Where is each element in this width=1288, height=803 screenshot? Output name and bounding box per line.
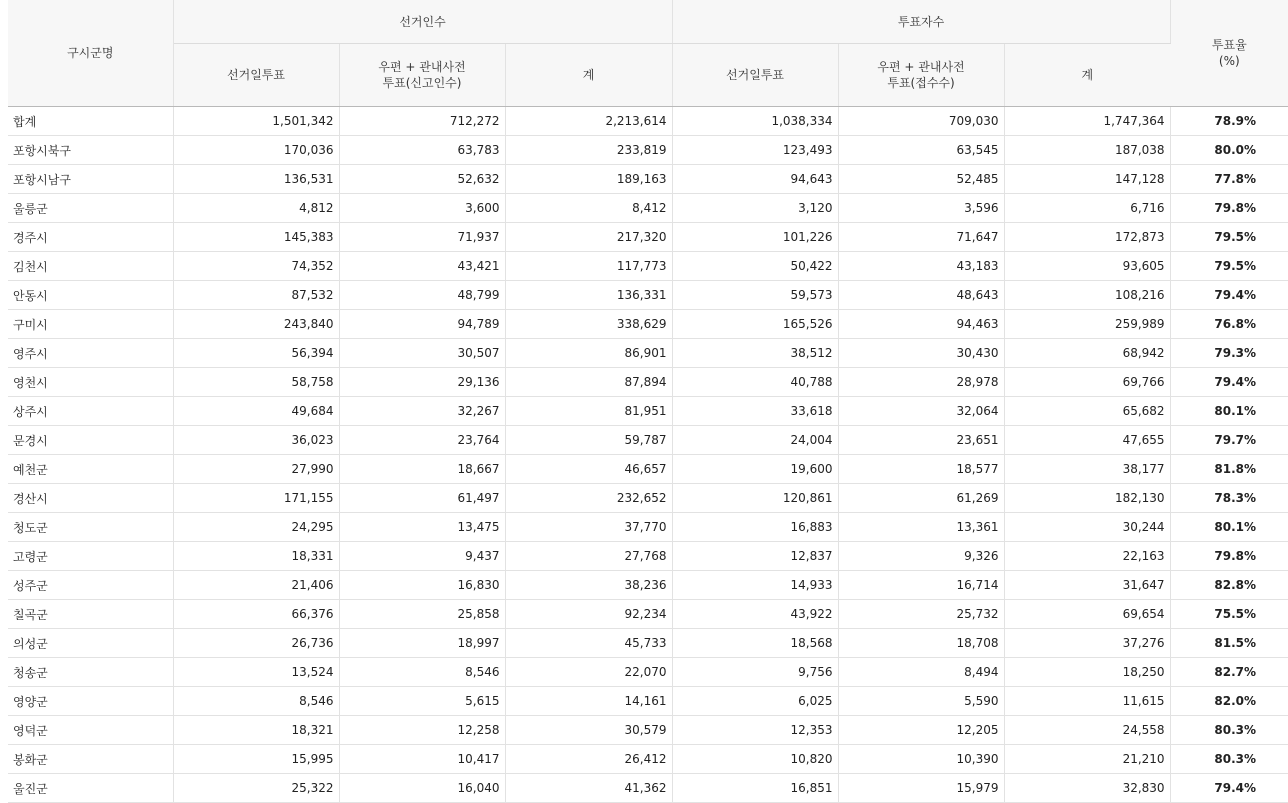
voters-total-cell: 21,210 bbox=[1004, 745, 1170, 774]
table-row bbox=[8, 397, 1288, 426]
voters-total-cell: 182,130 bbox=[1004, 484, 1170, 513]
electors-total-cell: 233,819 bbox=[505, 136, 672, 165]
district-cell: 영덕군 bbox=[8, 716, 173, 745]
turnout-rate-cell: 79.3% bbox=[1170, 339, 1288, 368]
voters-total-cell: 69,654 bbox=[1004, 600, 1170, 629]
turnout-rate-cell: 81.8% bbox=[1170, 455, 1288, 484]
table-row bbox=[8, 513, 1288, 542]
turnout-rate-cell: 80.3% bbox=[1170, 716, 1288, 745]
voters-early-cell: 52,485 bbox=[838, 165, 1004, 194]
voters-total-cell: 68,942 bbox=[1004, 339, 1170, 368]
turnout-rate-cell: 79.5% bbox=[1170, 252, 1288, 281]
header-district: 구시군명 bbox=[8, 0, 173, 107]
voters-election-day-cell: 1,038,334 bbox=[672, 107, 838, 136]
electors-early-cell: 23,764 bbox=[339, 426, 505, 455]
turnout-rate-cell: 79.5% bbox=[1170, 223, 1288, 252]
voters-early-cell: 30,430 bbox=[838, 339, 1004, 368]
voters-early-cell: 18,577 bbox=[838, 455, 1004, 484]
turnout-rate-cell: 80.0% bbox=[1170, 136, 1288, 165]
header-line: 우편 + 관내사전 bbox=[378, 60, 466, 74]
voters-total-cell: 24,558 bbox=[1004, 716, 1170, 745]
voters-total-cell: 93,605 bbox=[1004, 252, 1170, 281]
district-cell: 울진군 bbox=[8, 774, 173, 803]
table-row bbox=[8, 687, 1288, 716]
district-cell: 영주시 bbox=[8, 339, 173, 368]
voters-early-cell: 10,390 bbox=[838, 745, 1004, 774]
electors-election-day-cell: 145,383 bbox=[173, 223, 339, 252]
electors-total-cell: 41,362 bbox=[505, 774, 672, 803]
table-row bbox=[8, 716, 1288, 745]
table-row bbox=[8, 107, 1288, 136]
electors-early-cell: 29,136 bbox=[339, 368, 505, 397]
electors-election-day-cell: 56,394 bbox=[173, 339, 339, 368]
turnout-rate-cell: 79.4% bbox=[1170, 281, 1288, 310]
voters-total-cell: 1,747,364 bbox=[1004, 107, 1170, 136]
voters-election-day-cell: 33,618 bbox=[672, 397, 838, 426]
electors-total-cell: 86,901 bbox=[505, 339, 672, 368]
voters-election-day-cell: 12,837 bbox=[672, 542, 838, 571]
electors-election-day-cell: 25,322 bbox=[173, 774, 339, 803]
voters-early-cell: 28,978 bbox=[838, 368, 1004, 397]
voters-early-cell: 23,651 bbox=[838, 426, 1004, 455]
voters-election-day-cell: 165,526 bbox=[672, 310, 838, 339]
electors-early-cell: 43,421 bbox=[339, 252, 505, 281]
turnout-rate-cell: 75.5% bbox=[1170, 600, 1288, 629]
electors-early-cell: 3,600 bbox=[339, 194, 505, 223]
electors-early-cell: 94,789 bbox=[339, 310, 505, 339]
electors-election-day-cell: 87,532 bbox=[173, 281, 339, 310]
turnout-rate-cell: 79.8% bbox=[1170, 542, 1288, 571]
voters-early-cell: 48,643 bbox=[838, 281, 1004, 310]
electors-total-cell: 117,773 bbox=[505, 252, 672, 281]
voters-election-day-cell: 12,353 bbox=[672, 716, 838, 745]
electors-early-cell: 13,475 bbox=[339, 513, 505, 542]
electors-election-day-cell: 15,995 bbox=[173, 745, 339, 774]
district-cell: 울릉군 bbox=[8, 194, 173, 223]
voters-early-cell: 5,590 bbox=[838, 687, 1004, 716]
voters-total-cell: 38,177 bbox=[1004, 455, 1170, 484]
electors-election-day-cell: 243,840 bbox=[173, 310, 339, 339]
district-cell: 청도군 bbox=[8, 513, 173, 542]
turnout-rate-cell: 77.8% bbox=[1170, 165, 1288, 194]
electors-early-cell: 32,267 bbox=[339, 397, 505, 426]
electors-total-cell: 30,579 bbox=[505, 716, 672, 745]
voters-early-cell: 3,596 bbox=[838, 194, 1004, 223]
district-cell: 성주군 bbox=[8, 571, 173, 600]
voters-early-cell: 43,183 bbox=[838, 252, 1004, 281]
electors-total-cell: 14,161 bbox=[505, 687, 672, 716]
table-body bbox=[8, 107, 1288, 803]
header-electors-total bbox=[505, 44, 672, 107]
voters-election-day-cell: 3,120 bbox=[672, 194, 838, 223]
electors-early-cell: 18,667 bbox=[339, 455, 505, 484]
voters-election-day-cell: 16,883 bbox=[672, 513, 838, 542]
electors-election-day-cell: 136,531 bbox=[173, 165, 339, 194]
district-cell: 합계 bbox=[8, 107, 173, 136]
voters-election-day-cell: 10,820 bbox=[672, 745, 838, 774]
voters-total-cell: 37,276 bbox=[1004, 629, 1170, 658]
district-cell: 경주시 bbox=[8, 223, 173, 252]
electors-election-day-cell: 36,023 bbox=[173, 426, 339, 455]
voters-early-cell: 9,326 bbox=[838, 542, 1004, 571]
table-row bbox=[8, 339, 1288, 368]
turnout-rate-cell: 81.5% bbox=[1170, 629, 1288, 658]
electors-early-cell: 10,417 bbox=[339, 745, 505, 774]
voters-total-cell: 31,647 bbox=[1004, 571, 1170, 600]
electors-election-day-cell: 24,295 bbox=[173, 513, 339, 542]
voters-early-cell: 71,647 bbox=[838, 223, 1004, 252]
voters-election-day-cell: 9,756 bbox=[672, 658, 838, 687]
electors-early-cell: 52,632 bbox=[339, 165, 505, 194]
header-voters-group: 투표자수 bbox=[672, 0, 1170, 44]
voters-early-cell: 12,205 bbox=[838, 716, 1004, 745]
district-cell: 상주시 bbox=[8, 397, 173, 426]
electors-early-cell: 18,997 bbox=[339, 629, 505, 658]
voters-early-cell: 63,545 bbox=[838, 136, 1004, 165]
voters-total-cell: 108,216 bbox=[1004, 281, 1170, 310]
district-cell: 영양군 bbox=[8, 687, 173, 716]
table-row bbox=[8, 774, 1288, 803]
electors-total-cell: 22,070 bbox=[505, 658, 672, 687]
electors-election-day-cell: 21,406 bbox=[173, 571, 339, 600]
voters-total-cell: 47,655 bbox=[1004, 426, 1170, 455]
voters-total-cell: 18,250 bbox=[1004, 658, 1170, 687]
table-row bbox=[8, 484, 1288, 513]
electors-election-day-cell: 66,376 bbox=[173, 600, 339, 629]
electors-total-cell: 232,652 bbox=[505, 484, 672, 513]
district-cell: 포항시남구 bbox=[8, 165, 173, 194]
electors-total-cell: 37,770 bbox=[505, 513, 672, 542]
district-cell: 구미시 bbox=[8, 310, 173, 339]
electors-election-day-cell: 18,321 bbox=[173, 716, 339, 745]
table-row bbox=[8, 310, 1288, 339]
electors-election-day-cell: 13,524 bbox=[173, 658, 339, 687]
electors-early-cell: 63,783 bbox=[339, 136, 505, 165]
header-voters-total bbox=[1004, 44, 1170, 107]
voters-total-cell: 69,766 bbox=[1004, 368, 1170, 397]
electors-election-day-cell: 4,812 bbox=[173, 194, 339, 223]
header-line: 계 bbox=[582, 68, 595, 82]
voters-total-cell: 172,873 bbox=[1004, 223, 1170, 252]
electors-election-day-cell: 49,684 bbox=[173, 397, 339, 426]
voters-total-cell: 6,716 bbox=[1004, 194, 1170, 223]
electors-early-cell: 30,507 bbox=[339, 339, 505, 368]
district-cell: 안동시 bbox=[8, 281, 173, 310]
voters-election-day-cell: 24,004 bbox=[672, 426, 838, 455]
table-row bbox=[8, 223, 1288, 252]
electors-early-cell: 25,858 bbox=[339, 600, 505, 629]
electors-election-day-cell: 18,331 bbox=[173, 542, 339, 571]
header-electors-group: 선거인수 bbox=[173, 0, 672, 44]
header-line: 우편 + 관내사전 bbox=[877, 60, 965, 74]
voters-election-day-cell: 94,643 bbox=[672, 165, 838, 194]
electors-total-cell: 87,894 bbox=[505, 368, 672, 397]
electors-early-cell: 5,615 bbox=[339, 687, 505, 716]
turnout-table-container bbox=[8, 0, 1288, 803]
header-voters-election-day bbox=[672, 44, 838, 107]
voters-total-cell: 30,244 bbox=[1004, 513, 1170, 542]
electors-total-cell: 26,412 bbox=[505, 745, 672, 774]
table-row bbox=[8, 136, 1288, 165]
electors-early-cell: 61,497 bbox=[339, 484, 505, 513]
table-row bbox=[8, 281, 1288, 310]
electors-election-day-cell: 27,990 bbox=[173, 455, 339, 484]
voters-early-cell: 61,269 bbox=[838, 484, 1004, 513]
voters-election-day-cell: 18,568 bbox=[672, 629, 838, 658]
voters-election-day-cell: 16,851 bbox=[672, 774, 838, 803]
electors-election-day-cell: 8,546 bbox=[173, 687, 339, 716]
voters-total-cell: 11,615 bbox=[1004, 687, 1170, 716]
voters-early-cell: 13,361 bbox=[838, 513, 1004, 542]
electors-early-cell: 48,799 bbox=[339, 281, 505, 310]
table-row bbox=[8, 571, 1288, 600]
header-line: 선거일투표 bbox=[227, 68, 285, 82]
electors-election-day-cell: 171,155 bbox=[173, 484, 339, 513]
header-line: 투표(접수수) bbox=[887, 76, 955, 90]
electors-total-cell: 38,236 bbox=[505, 571, 672, 600]
table-header bbox=[8, 0, 1288, 107]
district-cell: 예천군 bbox=[8, 455, 173, 484]
header-electors-early bbox=[339, 44, 505, 107]
voters-early-cell: 16,714 bbox=[838, 571, 1004, 600]
table-row bbox=[8, 368, 1288, 397]
electors-total-cell: 81,951 bbox=[505, 397, 672, 426]
electors-total-cell: 136,331 bbox=[505, 281, 672, 310]
header-line: 계 bbox=[1081, 68, 1094, 82]
header-turnout bbox=[1170, 0, 1288, 107]
header-line: 선거일투표 bbox=[726, 68, 785, 82]
voters-early-cell: 18,708 bbox=[838, 629, 1004, 658]
voters-election-day-cell: 43,922 bbox=[672, 600, 838, 629]
turnout-rate-cell: 80.1% bbox=[1170, 513, 1288, 542]
district-cell: 칠곡군 bbox=[8, 600, 173, 629]
voters-total-cell: 32,830 bbox=[1004, 774, 1170, 803]
voters-total-cell: 147,128 bbox=[1004, 165, 1170, 194]
voters-total-cell: 22,163 bbox=[1004, 542, 1170, 571]
electors-total-cell: 59,787 bbox=[505, 426, 672, 455]
turnout-rate-cell: 79.4% bbox=[1170, 774, 1288, 803]
turnout-rate-cell: 82.8% bbox=[1170, 571, 1288, 600]
electors-total-cell: 189,163 bbox=[505, 165, 672, 194]
voters-election-day-cell: 6,025 bbox=[672, 687, 838, 716]
voters-election-day-cell: 19,600 bbox=[672, 455, 838, 484]
voters-early-cell: 15,979 bbox=[838, 774, 1004, 803]
header-electors-election-day bbox=[173, 44, 339, 107]
header-turnout-line: 투표율 bbox=[1211, 38, 1247, 52]
voters-total-cell: 187,038 bbox=[1004, 136, 1170, 165]
district-cell: 청송군 bbox=[8, 658, 173, 687]
turnout-rate-cell: 76.8% bbox=[1170, 310, 1288, 339]
turnout-rate-cell: 79.8% bbox=[1170, 194, 1288, 223]
voters-election-day-cell: 120,861 bbox=[672, 484, 838, 513]
table-row bbox=[8, 194, 1288, 223]
turnout-table bbox=[8, 0, 1288, 803]
electors-election-day-cell: 58,758 bbox=[173, 368, 339, 397]
voters-election-day-cell: 101,226 bbox=[672, 223, 838, 252]
voters-early-cell: 8,494 bbox=[838, 658, 1004, 687]
electors-election-day-cell: 74,352 bbox=[173, 252, 339, 281]
electors-total-cell: 92,234 bbox=[505, 600, 672, 629]
voters-early-cell: 94,463 bbox=[838, 310, 1004, 339]
header-line: 투표(신고인수) bbox=[382, 76, 462, 90]
table-row bbox=[8, 252, 1288, 281]
electors-early-cell: 8,546 bbox=[339, 658, 505, 687]
table-row bbox=[8, 455, 1288, 484]
district-cell: 영천시 bbox=[8, 368, 173, 397]
header-voters-early bbox=[838, 44, 1004, 107]
voters-early-cell: 709,030 bbox=[838, 107, 1004, 136]
district-cell: 봉화군 bbox=[8, 745, 173, 774]
electors-early-cell: 16,040 bbox=[339, 774, 505, 803]
turnout-rate-cell: 80.1% bbox=[1170, 397, 1288, 426]
electors-total-cell: 8,412 bbox=[505, 194, 672, 223]
district-cell: 경산시 bbox=[8, 484, 173, 513]
electors-total-cell: 217,320 bbox=[505, 223, 672, 252]
header-turnout-unit: (%) bbox=[1218, 54, 1240, 68]
table-row bbox=[8, 542, 1288, 571]
voters-early-cell: 25,732 bbox=[838, 600, 1004, 629]
turnout-rate-cell: 79.4% bbox=[1170, 368, 1288, 397]
turnout-rate-cell: 82.7% bbox=[1170, 658, 1288, 687]
voters-election-day-cell: 123,493 bbox=[672, 136, 838, 165]
turnout-rate-cell: 82.0% bbox=[1170, 687, 1288, 716]
district-cell: 의성군 bbox=[8, 629, 173, 658]
voters-election-day-cell: 40,788 bbox=[672, 368, 838, 397]
voters-election-day-cell: 38,512 bbox=[672, 339, 838, 368]
table-row bbox=[8, 745, 1288, 774]
turnout-rate-cell: 80.3% bbox=[1170, 745, 1288, 774]
voters-total-cell: 65,682 bbox=[1004, 397, 1170, 426]
electors-total-cell: 338,629 bbox=[505, 310, 672, 339]
electors-early-cell: 16,830 bbox=[339, 571, 505, 600]
electors-total-cell: 2,213,614 bbox=[505, 107, 672, 136]
electors-total-cell: 45,733 bbox=[505, 629, 672, 658]
district-cell: 문경시 bbox=[8, 426, 173, 455]
district-cell: 김천시 bbox=[8, 252, 173, 281]
turnout-rate-cell: 78.3% bbox=[1170, 484, 1288, 513]
electors-early-cell: 12,258 bbox=[339, 716, 505, 745]
electors-early-cell: 9,437 bbox=[339, 542, 505, 571]
electors-early-cell: 71,937 bbox=[339, 223, 505, 252]
voters-early-cell: 32,064 bbox=[838, 397, 1004, 426]
voters-total-cell: 259,989 bbox=[1004, 310, 1170, 339]
table-row bbox=[8, 658, 1288, 687]
district-cell: 포항시북구 bbox=[8, 136, 173, 165]
table-row bbox=[8, 600, 1288, 629]
table-row bbox=[8, 629, 1288, 658]
voters-election-day-cell: 50,422 bbox=[672, 252, 838, 281]
voters-election-day-cell: 14,933 bbox=[672, 571, 838, 600]
table-row bbox=[8, 165, 1288, 194]
table-row bbox=[8, 426, 1288, 455]
electors-election-day-cell: 1,501,342 bbox=[173, 107, 339, 136]
electors-total-cell: 27,768 bbox=[505, 542, 672, 571]
voters-election-day-cell: 59,573 bbox=[672, 281, 838, 310]
turnout-rate-cell: 79.7% bbox=[1170, 426, 1288, 455]
district-cell: 고령군 bbox=[8, 542, 173, 571]
electors-early-cell: 712,272 bbox=[339, 107, 505, 136]
electors-election-day-cell: 26,736 bbox=[173, 629, 339, 658]
electors-total-cell: 46,657 bbox=[505, 455, 672, 484]
turnout-rate-cell: 78.9% bbox=[1170, 107, 1288, 136]
electors-election-day-cell: 170,036 bbox=[173, 136, 339, 165]
